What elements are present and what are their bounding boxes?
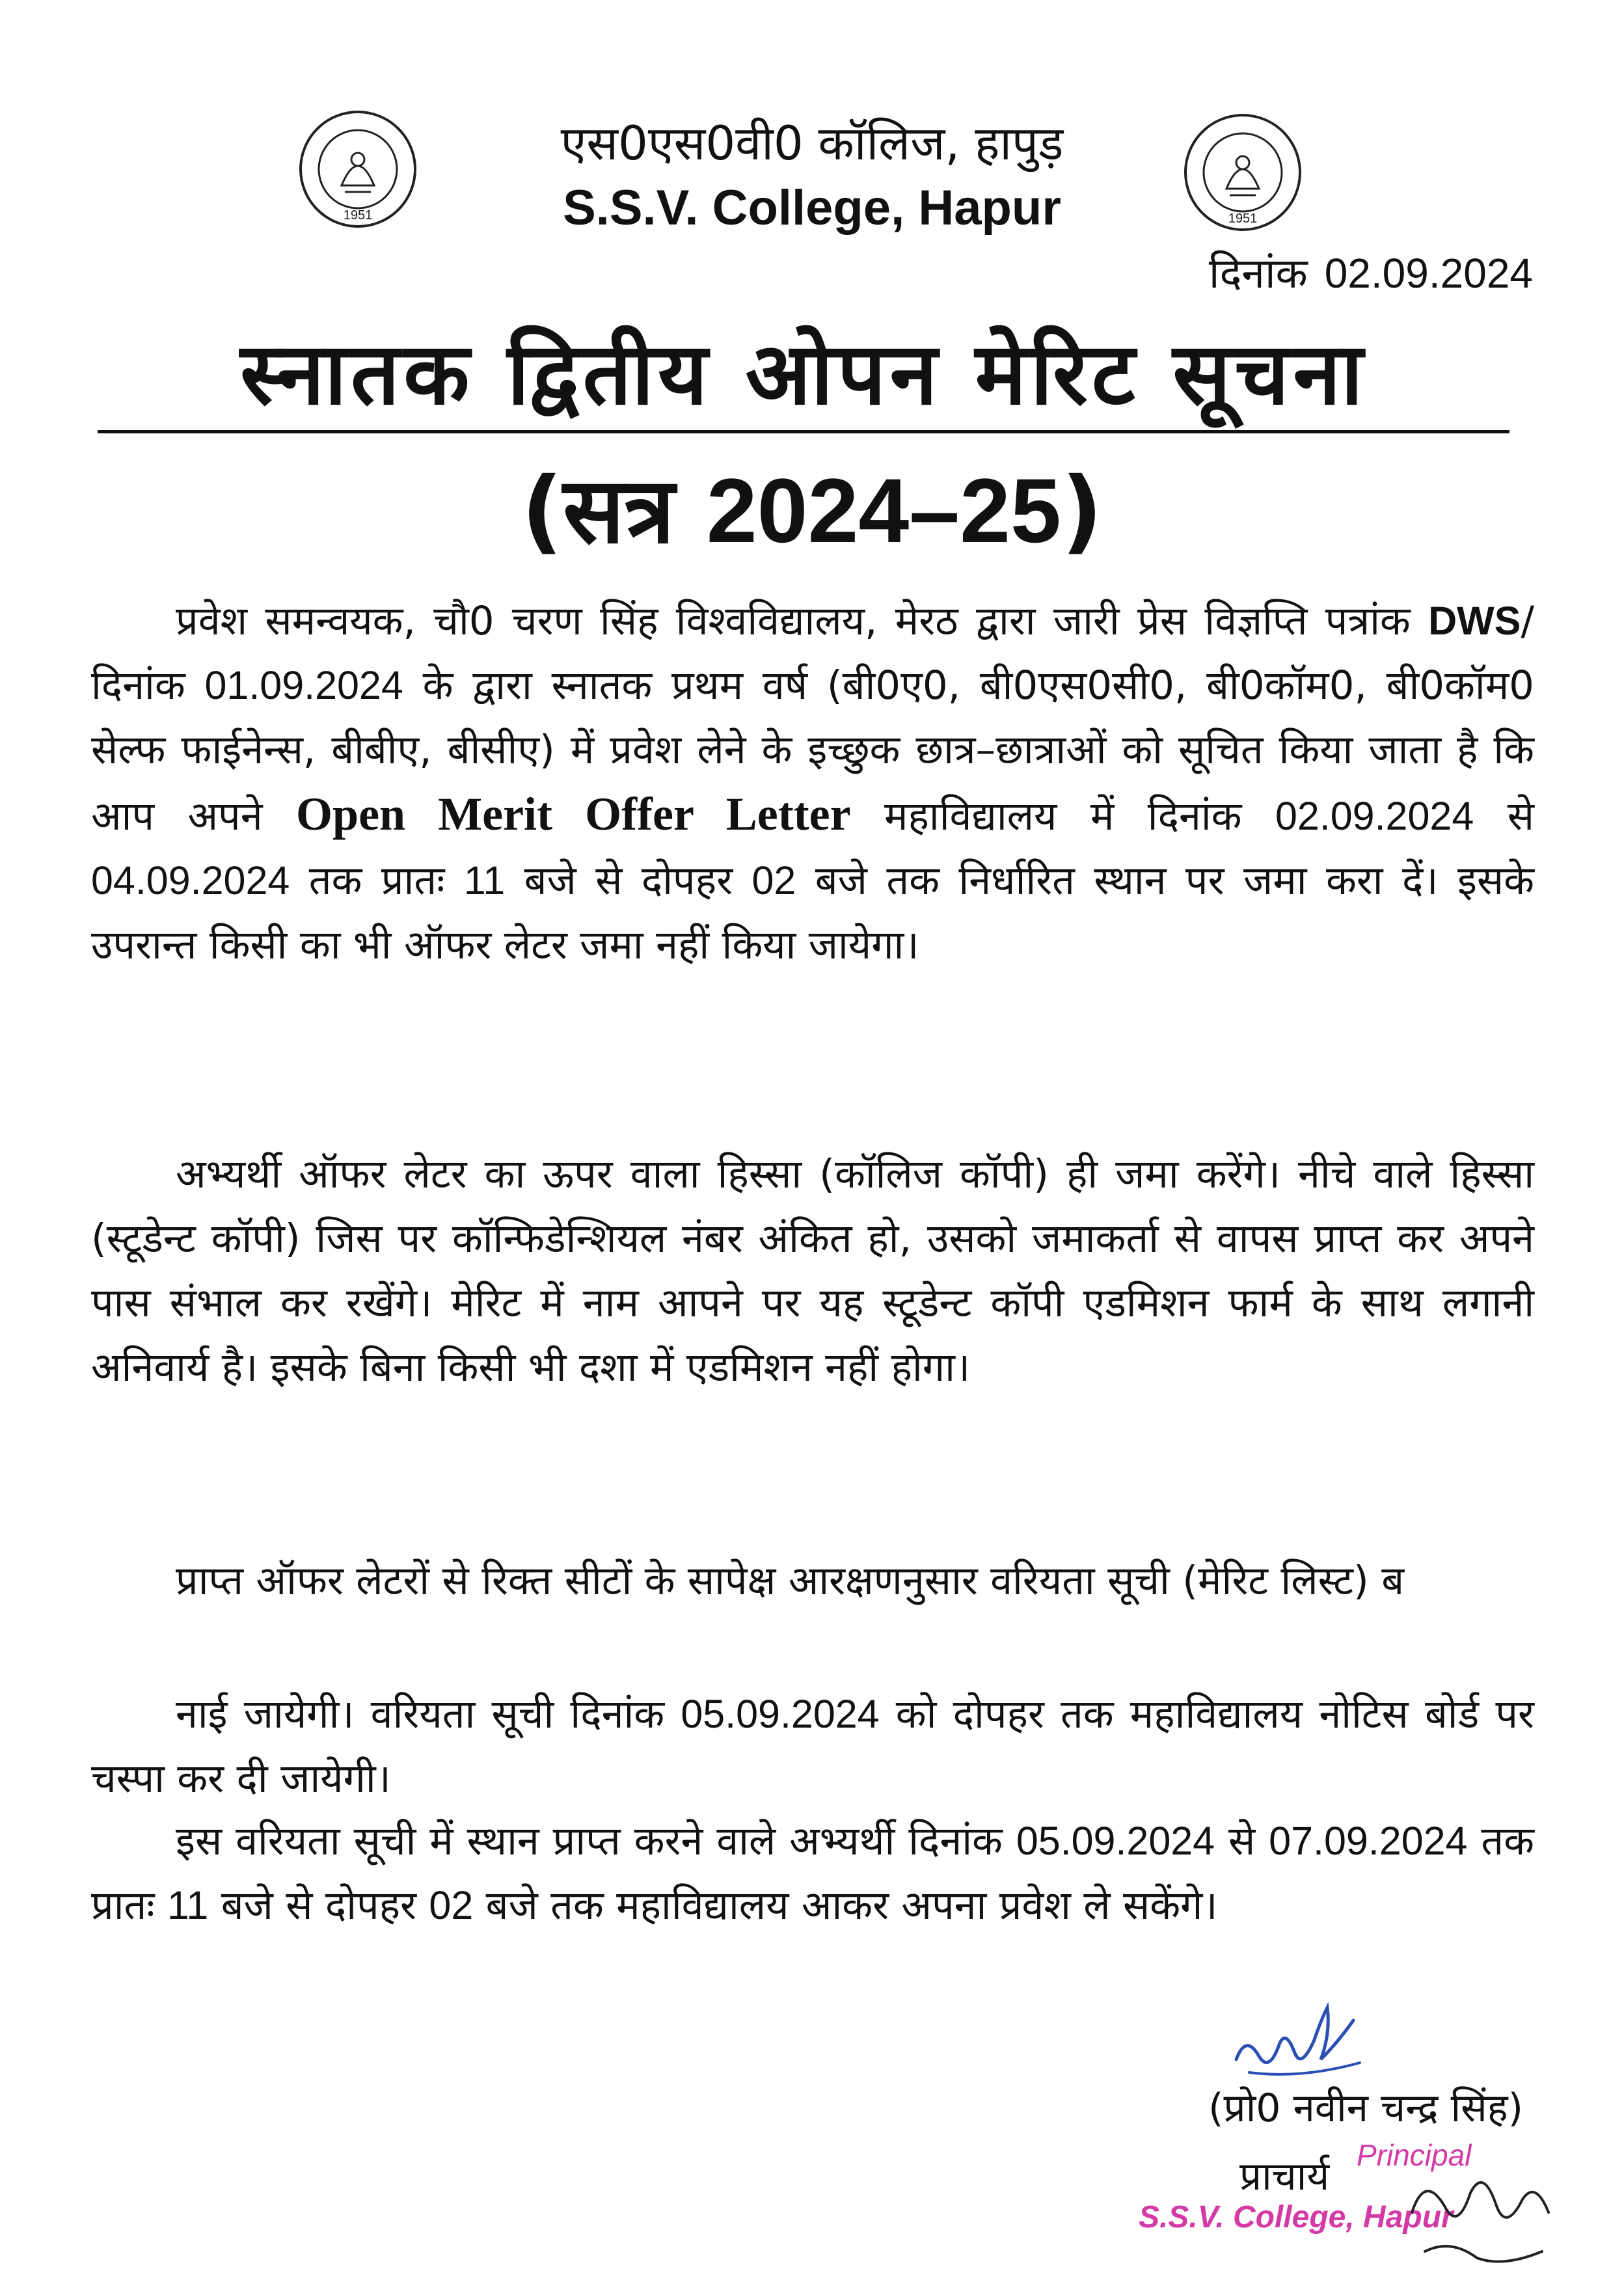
notice-title: स्नातक द्वितीय ओपन मेरिट सूचना — [98, 322, 1509, 433]
stamp-signature-icon — [1399, 2154, 1568, 2277]
p5-text-2: से — [1215, 1818, 1269, 1864]
p5-text-3: तक प्रातः — [91, 1818, 1535, 1929]
p5-text-4: बजे से दोपहर — [208, 1882, 429, 1929]
p1-text-8: बजे तक निर्धारित स्थान पर जमा करा दें। इसके उपरान्त किसी का भी ऑफर लेटर जमा नहीं किया जायेगा। — [91, 858, 1534, 968]
notice-date — [1209, 247, 1533, 300]
session-open: (सत्र — [521, 458, 707, 564]
admission-end-date: 07.09.2024 — [1269, 1819, 1468, 1863]
paragraph-student-copy: अभ्यर्थी ऑफर लेटर का ऊपर वाला हिस्सा (कॉलिज कॉपी) ही जमा करेंगे। नीचे वाले हिस्सा (स्टूडेन्ट कॉपी) जिस पर कॉन्फिडेन्शियल नंबर अंकित हो, उसको जमाकर्ता से वापस प्राप्त कर अपने पास संभाल कर रखेंगे। मेरिट में नाम आपने पर यह स्टूडेन्ट कॉपी एडमिशन फार्म के साथ लगानी अनिवार्य है। इसके बिना किसी भी दशा में एडमिशन नहीं होगा। — [91, 1151, 1534, 1391]
college-name-english: S.S.V. College, Hapur — [563, 180, 1061, 236]
principal-name: (प्रो0 नवीन चन्द्र सिंह) — [1208, 2085, 1523, 2131]
p1-text-3: के द्वारा स्नातक प्रथम वर्ष (बी0ए0, बी0एस0सी0, बी0कॉम0, बी0कॉम0 सेल्फ फाईनेन्स, बीबीए, बीसीए) में प्रवेश लेने के इच्छुक छात्र–छात्राओं को सूचित किया जाता है कि आप अपने — [91, 662, 1534, 839]
college-name-hindi: एस0एस0वी0 कॉलिज, हापुड़ — [560, 116, 1064, 170]
paragraph-admission-window — [91, 1809, 1534, 1938]
date-label: दिनांक — [1208, 250, 1308, 298]
offer-letter-term: Open Merit Offer Letter — [296, 788, 851, 840]
submission-start-date: 02.09.2024 — [1275, 794, 1474, 838]
merit-list-date: 05.09.2024 — [681, 1692, 880, 1736]
start-hour: 11 — [463, 858, 506, 903]
admission-start-date: 05.09.2024 — [1016, 1819, 1215, 1863]
svg-text:1951: 1951 — [343, 208, 373, 223]
principal-designation: प्राचार्य — [1239, 2154, 1330, 2199]
p1-text-7: बजे से दोपहर — [505, 858, 752, 904]
p4-text-1: नाई जायेगी। वरियता सूची दिनांक — [176, 1691, 681, 1737]
svg-text:1951: 1951 — [1228, 211, 1258, 226]
session-years: 2024–25 — [706, 459, 1061, 562]
p1-text-1: प्रवेश समन्वयक, चौ0 चरण सिंह विश्वविद्यालय, मेरठ द्वारा जारी प्रेस विज्ञप्ति पत्रांक — [176, 598, 1429, 644]
admission-end-hour: 02 — [429, 1883, 474, 1927]
principal-signature-icon — [1223, 1981, 1373, 2092]
press-release-date: 01.09.2024 — [204, 663, 403, 707]
paragraph-merit-list: प्राप्त ऑफर लेटरों से रिक्त सीटों के सापेक्ष आरक्षणनुसार वरियता सूची (मेरिट लिस्ट) ब — [176, 1558, 1405, 1604]
stamp-college-text: S.S.V. College, Hapur — [1139, 2200, 1454, 2234]
p1-text-6: तक प्रातः — [290, 858, 464, 904]
paragraph-merit-list-date — [91, 1682, 1534, 1811]
stamp-principal-text: Principal — [1357, 2138, 1472, 2172]
p1-text-2: / दिनांक — [91, 598, 1534, 709]
p1-text-5: से — [1474, 793, 1534, 839]
admission-start-hour: 11 — [167, 1883, 209, 1927]
session-close: ) — [1061, 458, 1103, 564]
press-release-ref: DWS — [1428, 599, 1521, 643]
paragraph-offer-letter-submission — [91, 589, 1534, 977]
p5-text-5: बजे तक महाविद्यालय आकर अपना प्रवेश ले सकेंगे। — [473, 1882, 1218, 1929]
p5-text-1: इस वरियता सूची में स्थान प्राप्त करने वाले अभ्यर्थी दिनांक — [176, 1818, 1016, 1864]
end-hour: 02 — [751, 858, 796, 903]
p1-text-4: महाविद्यालय में दिनांक — [850, 793, 1275, 839]
p4-text-2: को दोपहर तक महाविद्यालय नोटिस बोर्ड पर चस्पा कर दी जायेगी। — [91, 1691, 1534, 1802]
date-value: 02.09.2024 — [1324, 250, 1533, 297]
submission-end-date: 04.09.2024 — [91, 858, 290, 903]
session-heading — [0, 455, 1624, 567]
